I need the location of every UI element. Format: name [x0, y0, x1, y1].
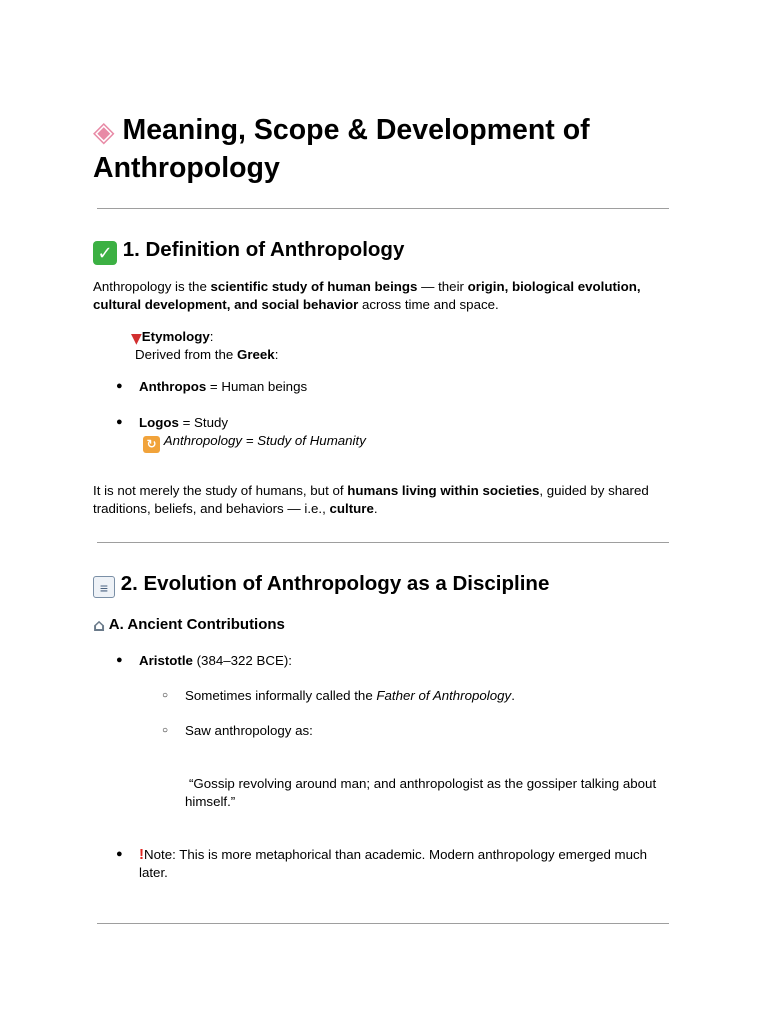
- definition-text-3: across time and space.: [358, 296, 499, 312]
- pushpin-icon: ▼: [131, 331, 142, 347]
- derived-prefix: Derived from the: [135, 347, 237, 362]
- aristotle-name: Aristotle: [139, 653, 193, 668]
- sub-item-suffix: .: [511, 688, 515, 703]
- sub-item-prefix: Saw anthropology as:: [185, 723, 313, 738]
- aristotle-item: [139, 652, 292, 670]
- divider: [97, 923, 669, 924]
- definition-text-1: Anthropology is the: [93, 279, 211, 294]
- classical-building-icon: ⌂: [93, 616, 106, 636]
- culture-text-2: , guided by shared traditions, beliefs, and behaviors — i.e.,: [93, 483, 649, 516]
- scroll-icon: ≡: [93, 576, 115, 598]
- culture-paragraph: [93, 482, 673, 517]
- page-title-text: Meaning, Scope & Development of Anthropology: [93, 114, 590, 184]
- list-item-logos: [139, 414, 228, 432]
- section-2-heading: [93, 571, 549, 598]
- check-mark-icon: ✓: [93, 241, 117, 265]
- anthropology-result: [143, 432, 366, 453]
- repeat-icon: ↻: [143, 436, 160, 453]
- section-1-heading: [93, 237, 404, 265]
- note-item: [139, 846, 669, 881]
- page-title: [93, 112, 693, 187]
- culture-text-3: .: [373, 500, 378, 516]
- definition-paragraph: [93, 278, 673, 313]
- list-item-rest: = Human beings: [206, 379, 308, 394]
- aristotle-dates: (384–322 BCE):: [192, 653, 292, 668]
- sub-item-italic: Father of Anthropology: [376, 688, 512, 703]
- divider: [97, 542, 669, 543]
- definition-bold-2: origin, biological evolution, cultural development, and social behavior: [93, 279, 641, 312]
- list-item-anthropos: [139, 378, 307, 396]
- definition-text-2: — their: [417, 279, 468, 294]
- hollow-bullet: ○: [162, 690, 169, 701]
- hollow-bullet: ○: [162, 725, 169, 736]
- etymology-label-text: Etymology: [141, 329, 210, 344]
- etymology-colon: :: [209, 329, 214, 344]
- derived-bold: Greek: [236, 347, 275, 362]
- brain-icon: ◈: [93, 115, 115, 148]
- section-1-heading-text: 1. Definition of Anthropology: [122, 238, 405, 261]
- culture-text-1: It is not merely the study of humans, but of: [93, 483, 348, 498]
- sub-item-father: [185, 687, 515, 705]
- bullet-dot: ●: [116, 380, 123, 392]
- etymology-derived: [135, 346, 278, 364]
- derived-suffix: :: [274, 347, 279, 362]
- definition-bold-1: scientific study of human beings: [210, 279, 418, 294]
- subsection-heading: [93, 615, 285, 636]
- sub-item-saw: [185, 722, 313, 740]
- culture-bold-2: culture: [329, 500, 374, 516]
- list-item-term: Anthropos: [139, 379, 207, 394]
- bullet-dot: ●: [116, 416, 123, 428]
- culture-bold-1: humans living within societies: [347, 483, 540, 498]
- aristotle-quote: “Gossip revolving around man; and anthropologist as the gossiper talking about himself.”: [185, 776, 657, 809]
- list-item-term: Logos: [139, 415, 179, 430]
- list-item-rest: = Study: [178, 415, 229, 430]
- section-2-heading-text: 2. Evolution of Anthropology as a Discipline: [120, 572, 550, 595]
- subsection-heading-text: A. Ancient Contributions: [108, 616, 285, 633]
- result-text: Anthropology = Study of Humanity: [163, 433, 366, 448]
- bullet-dot: ●: [116, 848, 123, 860]
- divider: [97, 208, 669, 209]
- sub-item-prefix: Sometimes informally called the: [185, 688, 377, 703]
- exclamation-icon: !: [139, 846, 144, 863]
- note-text: Note: This is more metaphorical than academic. Modern anthropology emerged much later.: [139, 847, 648, 880]
- bullet-dot: ●: [116, 654, 123, 666]
